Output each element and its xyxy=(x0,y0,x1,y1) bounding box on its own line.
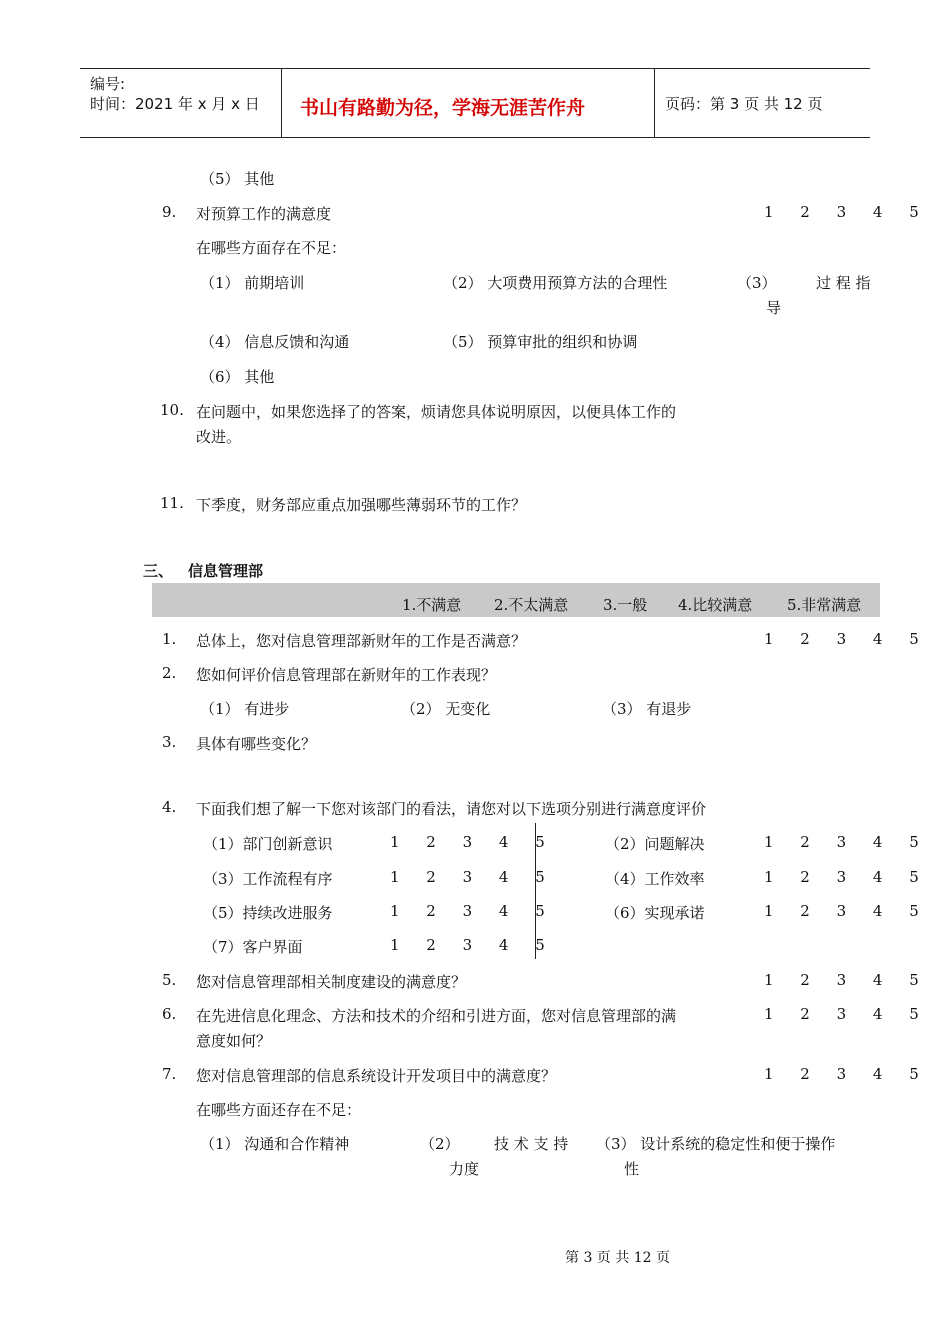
time-label: 时间：2021 年 x 月 x 日 xyxy=(90,95,260,113)
page-footer: 第 3 页 共 12 页 xyxy=(565,1250,670,1266)
q9-option-3-text-cont: 导 xyxy=(766,299,782,317)
s3-q7-option-3: （3） 设计系统的稳定性和便于操作 xyxy=(596,1135,836,1153)
s3-q4-item-5: （5）持续改进服务 xyxy=(203,904,333,922)
s3-q7-option-3-cont: 性 xyxy=(624,1160,640,1178)
q9-sub: 在哪些方面存在不足： xyxy=(196,239,347,257)
page-header xyxy=(80,68,870,138)
s3-q6-line2: 意度如何？ xyxy=(196,1032,272,1050)
s3-q1-text: 总体上，您对信息管理部新财年的工作是否满意？ xyxy=(196,632,527,650)
s3-q6-scale: 1 2 3 4 5 xyxy=(764,1005,930,1023)
s3-q4-item-1-scale: 1 2 3 4 5 xyxy=(390,833,556,851)
s3-q4-item-5-scale: 1 2 3 4 5 xyxy=(390,902,556,920)
s3-q5-number: 5. xyxy=(162,971,177,989)
s3-q4-item-4: （4）工作效率 xyxy=(605,870,705,888)
number-label: 编号: xyxy=(90,75,126,93)
s3-q7-option-1: （1） 沟通和合作精神 xyxy=(200,1135,350,1153)
q9-option-2: （2） 大项费用预算方法的合理性 xyxy=(443,274,668,292)
motto: 书山有路勤为径，学海无涯苦作舟 xyxy=(300,97,586,119)
s3-q7-scale: 1 2 3 4 5 xyxy=(764,1065,930,1083)
q8-option-5: （5） 其他 xyxy=(200,170,275,188)
s3-q4-item-4-scale: 1 2 3 4 5 xyxy=(764,868,930,886)
s3-q4-item-1: （1）部门创新意识 xyxy=(203,835,333,853)
legend-1: 1.不满意 xyxy=(402,596,462,614)
s3-q7-option-2-num: （2） xyxy=(420,1135,460,1153)
s3-q4-item-7: （7）客户界面 xyxy=(203,938,303,956)
s3-q4-item-3: （3）工作流程有序 xyxy=(203,870,333,888)
s3-q6-number: 6. xyxy=(162,1005,177,1023)
legend-4: 4.比较满意 xyxy=(678,596,753,614)
header-page-cell xyxy=(655,69,870,137)
s3-q7-option-2-text: 技 术 支 持 xyxy=(494,1135,569,1153)
header-motto-cell xyxy=(282,69,655,137)
section-number: 三、 xyxy=(143,562,174,580)
q10-line2: 改进。 xyxy=(196,428,242,446)
s3-q1-scale: 1 2 3 4 5 xyxy=(764,630,930,648)
q9-scale: 1 2 3 4 5 xyxy=(764,203,930,221)
s3-q7-sub: 在哪些方面还存在不足： xyxy=(196,1101,362,1119)
s3-q7-option-2-text-cont: 力度 xyxy=(449,1160,480,1178)
s3-q4-item-3-scale: 1 2 3 4 5 xyxy=(390,868,556,886)
page-info: 页码：第 3 页 共 12 页 xyxy=(665,95,823,113)
s3-q4-item-6: （6）实现承诺 xyxy=(605,904,705,922)
q11-text: 下季度，财务部应重点加强哪些薄弱环节的工作？ xyxy=(196,496,527,514)
s3-q4-item-7-scale: 1 2 3 4 5 xyxy=(390,936,556,954)
s3-q7-text: 您对信息管理部的信息系统设计开发项目中的满意度？ xyxy=(196,1067,557,1085)
s3-q3-text: 具体有哪些变化？ xyxy=(196,735,317,753)
legend-3: 3.一般 xyxy=(603,596,648,614)
s3-q5-scale: 1 2 3 4 5 xyxy=(764,971,930,989)
q9-option-6: （6） 其他 xyxy=(200,368,275,386)
q11-number: 11. xyxy=(160,494,184,512)
legend-5: 5.非常满意 xyxy=(787,596,862,614)
s3-q3-number: 3. xyxy=(162,733,177,751)
s3-q2-number: 2. xyxy=(162,664,177,682)
legend-2: 2.不太满意 xyxy=(494,596,569,614)
s3-q2-option-2: （2） 无变化 xyxy=(401,700,491,718)
s3-q2-option-3: （3） 有退步 xyxy=(602,700,692,718)
s3-q1-number: 1. xyxy=(162,630,177,648)
q9-option-1: （1） 前期培训 xyxy=(200,274,305,292)
s3-q4-text: 下面我们想了解一下您对该部门的看法，请您对以下选项分别进行满意度评价 xyxy=(196,800,707,818)
s3-q2-option-1: （1） 有进步 xyxy=(200,700,290,718)
q9-option-4: （4） 信息反馈和沟通 xyxy=(200,333,350,351)
s3-q6-line1: 在先进信息化理念、方法和技术的介绍和引进方面，您对信息管理部的满 xyxy=(196,1007,677,1025)
section-title: 信息管理部 xyxy=(188,562,264,580)
q9-option-3-num: （3） xyxy=(737,274,777,292)
q9-option-3-text: 过 程 指 xyxy=(816,274,871,292)
s3-q5-text: 您对信息管理部相关制度建设的满意度？ xyxy=(196,973,467,991)
q9-number: 9. xyxy=(162,203,177,221)
s3-q2-text: 您如何评价信息管理部在新财年的工作表现？ xyxy=(196,666,497,684)
q10-line1: 在问题中，如果您选择了的答案，烦请您具体说明原因，以便具体工作的 xyxy=(196,403,677,421)
s3-q4-number: 4. xyxy=(162,798,177,816)
header-meta-cell xyxy=(80,69,282,137)
q9-option-5: （5） 预算审批的组织和协调 xyxy=(443,333,638,351)
s3-q7-number: 7. xyxy=(162,1065,177,1083)
q10-number: 10. xyxy=(160,401,184,419)
s3-q4-item-6-scale: 1 2 3 4 5 xyxy=(764,902,930,920)
s3-q4-item-2-scale: 1 2 3 4 5 xyxy=(764,833,930,851)
q9-text: 对预算工作的满意度 xyxy=(196,205,332,223)
s3-q4-item-2: （2）问题解决 xyxy=(605,835,705,853)
